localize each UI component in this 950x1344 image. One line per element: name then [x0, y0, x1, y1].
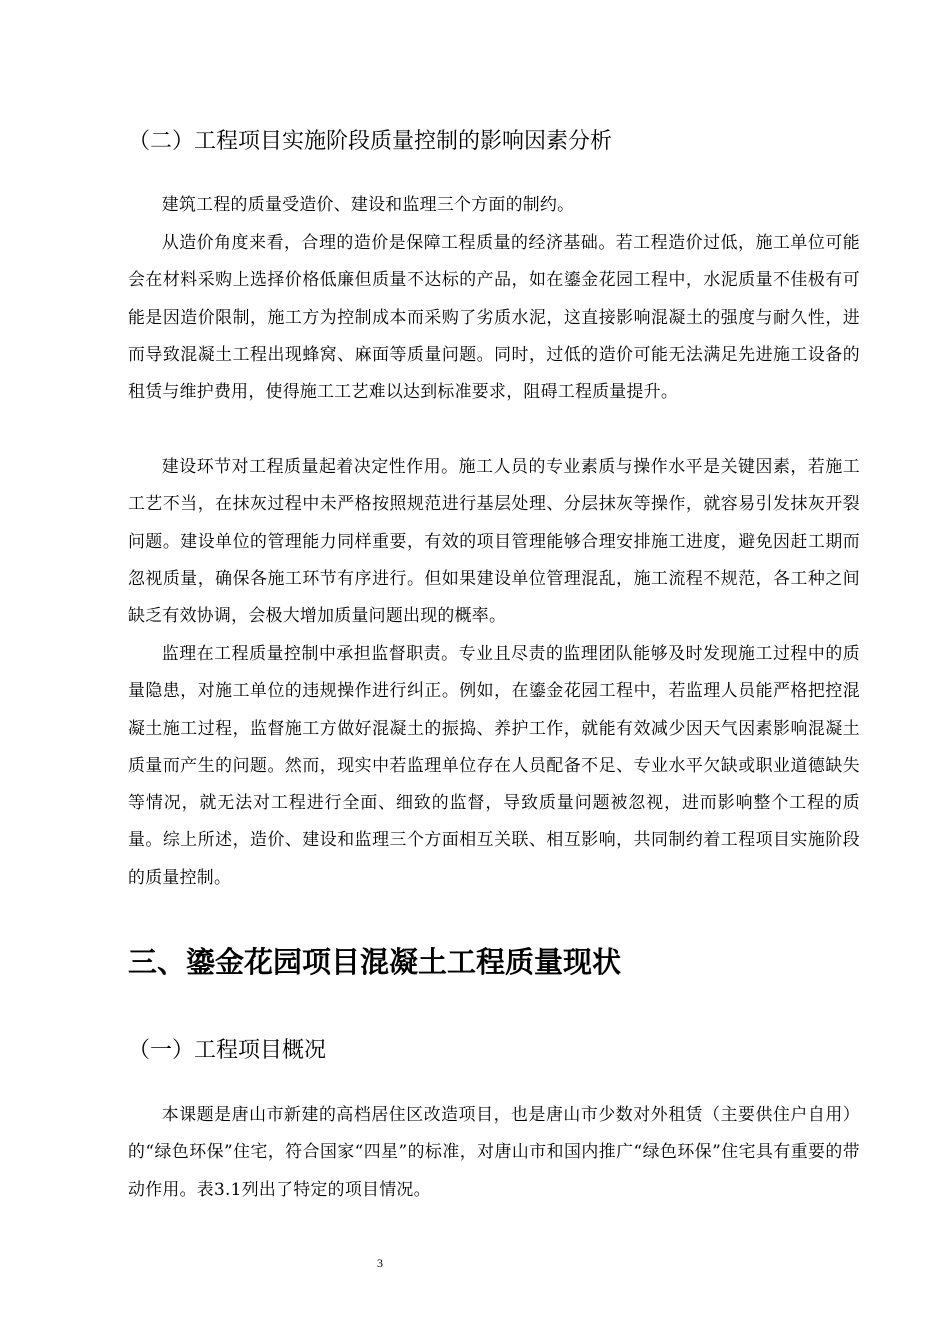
paragraph-intro: 建筑工程的质量受造价、建设和监理三个方面的制约。 [161, 194, 575, 214]
section-heading-3-1: （一）工程项目概况 [128, 1038, 327, 1063]
paragraph-project-overview: 本课题是唐山市新建的高档居住区改造项目，也是唐山市少数对外租赁（主要供住户自用）的“绿色环保”住宅，符合国家“四星”的标准，对唐山市和国内推广“绿色环保”住宅具有重要的带动作用。表3.1列出了特定的项目情况。 [128, 1104, 860, 1199]
paragraph-cost: 从造价角度来看，合理的造价是保障工程质量的经济基础。若工程造价过低，施工单位可能会在材料采购上选择价格低廉但质量不达标的产品，如在鎏金花园工程中，水泥质量不佳极有可能是因造价限制，施工方为控制成本而采购了劣质水泥，这直接影响混凝土的强度与耐久性，进而导致混凝土工程出现蜂窝、麻面等质量问题。同时，过低的造价可能无法满足先进施工设备的租赁与维护费用，使得施工工艺难以达到标准要求，阻碍工程质量提升。 [128, 232, 860, 402]
paragraph-supervision: 监理在工程质量控制中承担监督职责。专业且尽责的监理团队能够及时发现施工过程中的质量隐患，对施工单位的违规操作进行纠正。例如，在鎏金花园工程中，若监理人员能严格把控混凝土施工过程，监督施工方做好混凝土的振捣、养护工作，就能有效减少因天气因素影响混凝土质量而产生的问题。然而，现实中若监理单位存在人员配备不足、专业水平欠缺或职业道德缺失等情况，就无法对工程进行全面、细致的监督，导致质量问题被忽视，进而影响整个工程的质量。综上所述，造价、建设和监理三个方面相互关联、相互影响，共同制约着工程项目实施阶段的质量控制。 [128, 643, 860, 887]
page-number: 3 [377, 1256, 383, 1270]
paragraph-construction: 建设环节对工程质量起着决定性作用。施工人员的专业素质与操作水平是关键因素，若施工工艺不当，在抹灰过程中未严格按照规范进行基层处理、分层抹灰等操作，就容易引发抹灰开裂问题。建设单位的管理能力同样重要，有效的项目管理能够合理安排施工进度，避免因赶工期而忽视质量，确保各施工环节有序进行。但如果建设单位管理混乱，施工流程不规范，各工种之间缺乏有效协调，会极大增加质量问题出现的概率。 [128, 456, 860, 626]
chapter-heading-3: 三、鎏金花园项目混凝土工程质量现状 [128, 945, 622, 979]
section-heading-2-2: （二）工程项目实施阶段质量控制的影响因素分析 [128, 129, 613, 154]
